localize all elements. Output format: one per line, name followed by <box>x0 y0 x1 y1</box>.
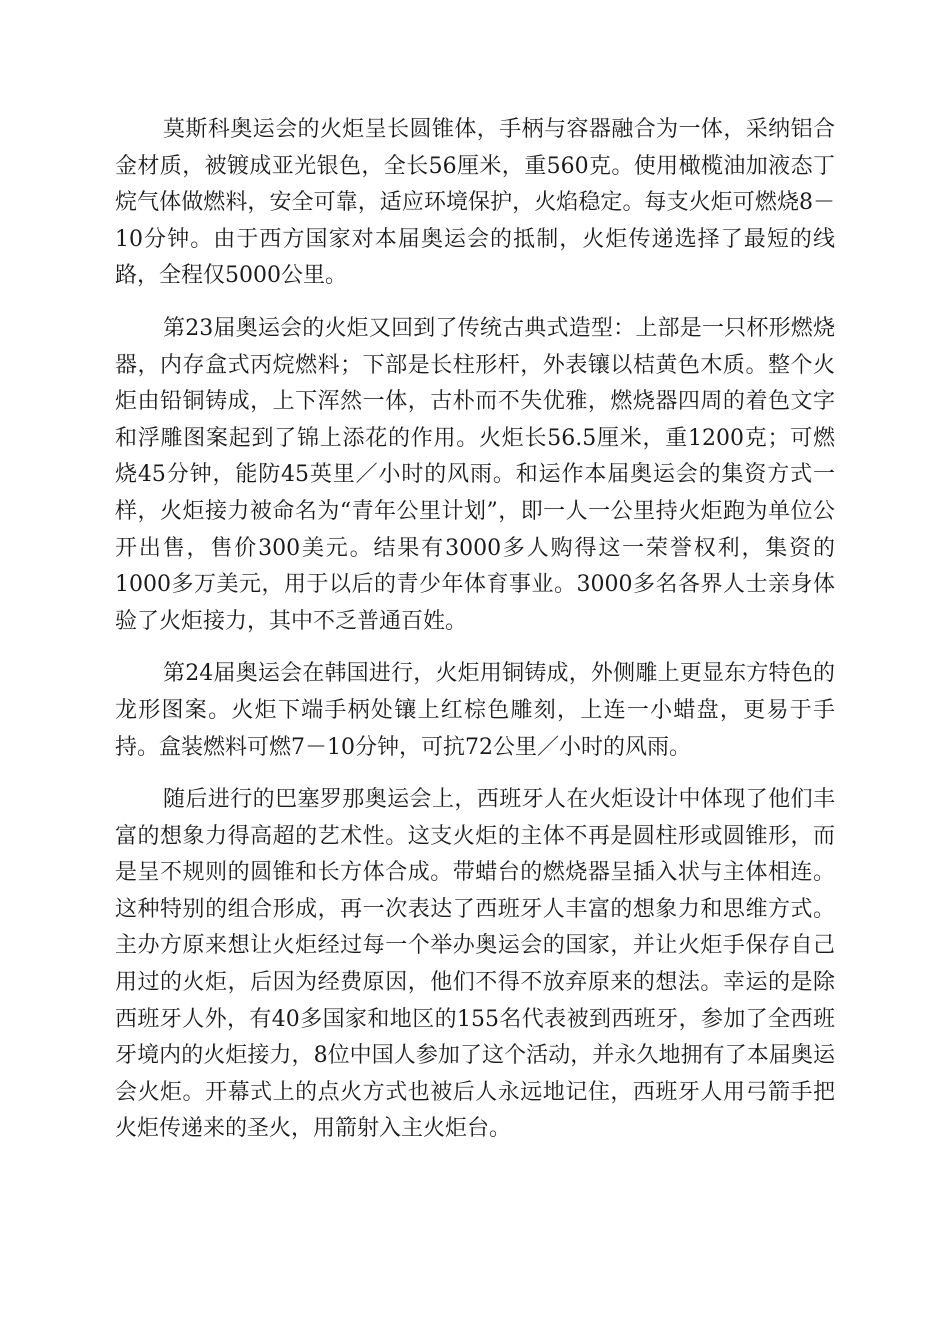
paragraph-23rd-olympics-torch: 第23届奥运会的火炬又回到了传统古典式造型：上部是一只杯形燃烧器，内存盒式丙烷燃料；下部是长柱形杆，外表镶以桔黄色木质。整个火炬由铅铜铸成，上下浑然一体，古朴而不失优雅，燃烧器四周的着色文字和浮雕图案起到了锦上添花的作用。火炬长56.5厘米，重1200克；可燃烧45分钟，能防45英里／小时的风雨。和运作本届奥运会的集资方式一样，火炬接力被命名为“青年公里计划”，即一人一公里持火炬跑为单位公开出售，售价300美元。结果有3000多人购得这一荣誉权利，集资的1000多万美元，用于以后的青少年体育事业。3000多名各界人士亲身体验了火炬接力，其中不乏普通百姓。 <box>115 315 835 634</box>
paragraph-24th-olympics-torch: 第24届奥运会在韩国进行，火炬用铜铸成，外侧雕上更显东方特色的龙形图案。火炬下端手柄处镶上红棕色雕刻，上连一小蜡盘，更易于手持。盒装燃料可燃7－10分钟，可抗72公里／小时的风雨。 <box>115 661 835 760</box>
document-page <box>115 112 835 1164</box>
paragraph-moscow-torch: 莫斯科奥运会的火炬呈长圆锥体，手柄与容器融合为一体，采纳铝合金材质，被镀成亚光银色，全长56厘米，重560克。使用橄榄油加液态丁烷气体做燃料，安全可靠，适应环境保护，火焰稳定。每支火炬可燃烧8－10分钟。由于西方国家对本届奥运会的抵制，火炬传递选择了最短的线路，全程仅5000公里。 <box>115 117 835 289</box>
paragraph-barcelona-torch: 随后进行的巴塞罗那奥运会上，西班牙人在火炬设计中体现了他们丰富的想象力得高超的艺术性。这支火炬的主体不再是圆柱形或圆锥形，而是呈不规则的圆锥和长方体合成。带蜡台的燃烧器呈插入状与主体相连。这种特别的组合形成，再一次表达了西班牙人丰富的想象力和思维方式。主办方原来想让火炬经过每一个举办奥运会的国家，并让火炬手保存自己用过的火炬，后因为经费原因，他们不得不放弃原来的想法。幸运的是除西班牙人外，有40多国家和地区的155名代表被到西班牙，参加了全西班牙境内的火炬接力，8位中国人参加了这个活动，并永久地拥有了本届奥运会火炬。开幕式上的点火方式也被后人永远地记住，西班牙人用弓箭手把火炬传递来的圣火，用箭射入主火炬台。 <box>115 787 835 1142</box>
